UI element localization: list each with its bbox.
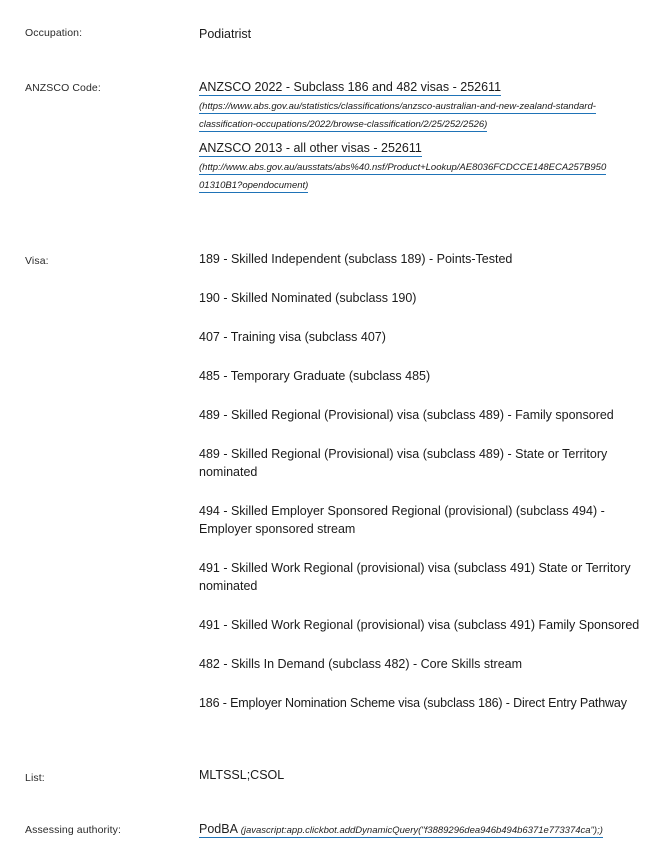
visa-list-cell: [199, 250, 647, 712]
visa-item: 491 - Skilled Work Regional (provisional) visa (subclass 491) State or Territory nominated: [199, 561, 631, 593]
visa-item: 186 - Employer Nomination Scheme visa (subclass 186) - Direct Entry Pathway: [199, 696, 627, 710]
visa-item: 494 - Skilled Employer Sponsored Regional (provisional) (subclass 494) - Employer sponsored stream: [199, 504, 605, 536]
list-label: List:: [25, 772, 45, 784]
occupation-value: Podiatrist: [199, 27, 252, 41]
anzsco-2013-link[interactable]: ANZSCO 2013 - all other visas - 252611: [199, 141, 422, 155]
anzsco-label: ANZSCO Code:: [25, 82, 101, 94]
visa-item: 485 - Temporary Graduate (subclass 485): [199, 369, 431, 383]
anzsco-2013-url[interactable]: (http://www.abs.gov.au/ausstats/abs%40.nsf/Product+Lookup/AE8036FCDCCE148ECA257B950 01310B1?opendocument): [199, 162, 607, 191]
visa-item: 489 - Skilled Regional (Provisional) visa (subclass 489) - State or Territory nominated: [199, 447, 608, 479]
assessing-authority-value-cell: [199, 820, 647, 839]
visa-item: 489 - Skilled Regional (Provisional) visa (subclass 489) - Family sponsored: [199, 408, 614, 422]
anzsco-2022-link[interactable]: ANZSCO 2022 - Subclass 186 and 482 visas - 252611: [199, 80, 502, 94]
occupation-label: Occupation:: [25, 27, 83, 39]
list-value-cell: [199, 766, 647, 784]
visa-label: Visa:: [25, 255, 49, 267]
anzsco-2022-url[interactable]: (https://www.abs.gov.au/statistics/classifications/anzsco-australian-and-new-zealand-standard- classification-occupations/2022/browse-classification/2/25/252/2526): [199, 101, 596, 130]
assessing-authority-js: (javascript:app.clickbot.addDynamicQuery("f3889296dea946b494b6371e773374ca");): [240, 825, 603, 836]
assessing-authority-link[interactable]: [199, 822, 603, 838]
visa-item: 491 - Skilled Work Regional (provisional) visa (subclass 491) Family Sponsored: [199, 618, 640, 632]
visa-item: 482 - Skills In Demand (subclass 482) - Core Skills stream: [199, 657, 523, 671]
list-value: MLTSSL;CSOL: [199, 768, 285, 782]
occupation-value-cell: [199, 25, 647, 43]
anzsco-links: [199, 78, 647, 194]
visa-item: 407 - Training visa (subclass 407): [199, 330, 386, 344]
visa-item: 189 - Skilled Independent (subclass 189) - Points-Tested: [199, 252, 513, 266]
visa-item: 190 - Skilled Nominated (subclass 190): [199, 291, 417, 305]
assessing-authority-label: Assessing authority:: [25, 824, 121, 836]
assessing-authority-name: PodBA: [199, 822, 238, 836]
visa-list: [199, 250, 647, 712]
